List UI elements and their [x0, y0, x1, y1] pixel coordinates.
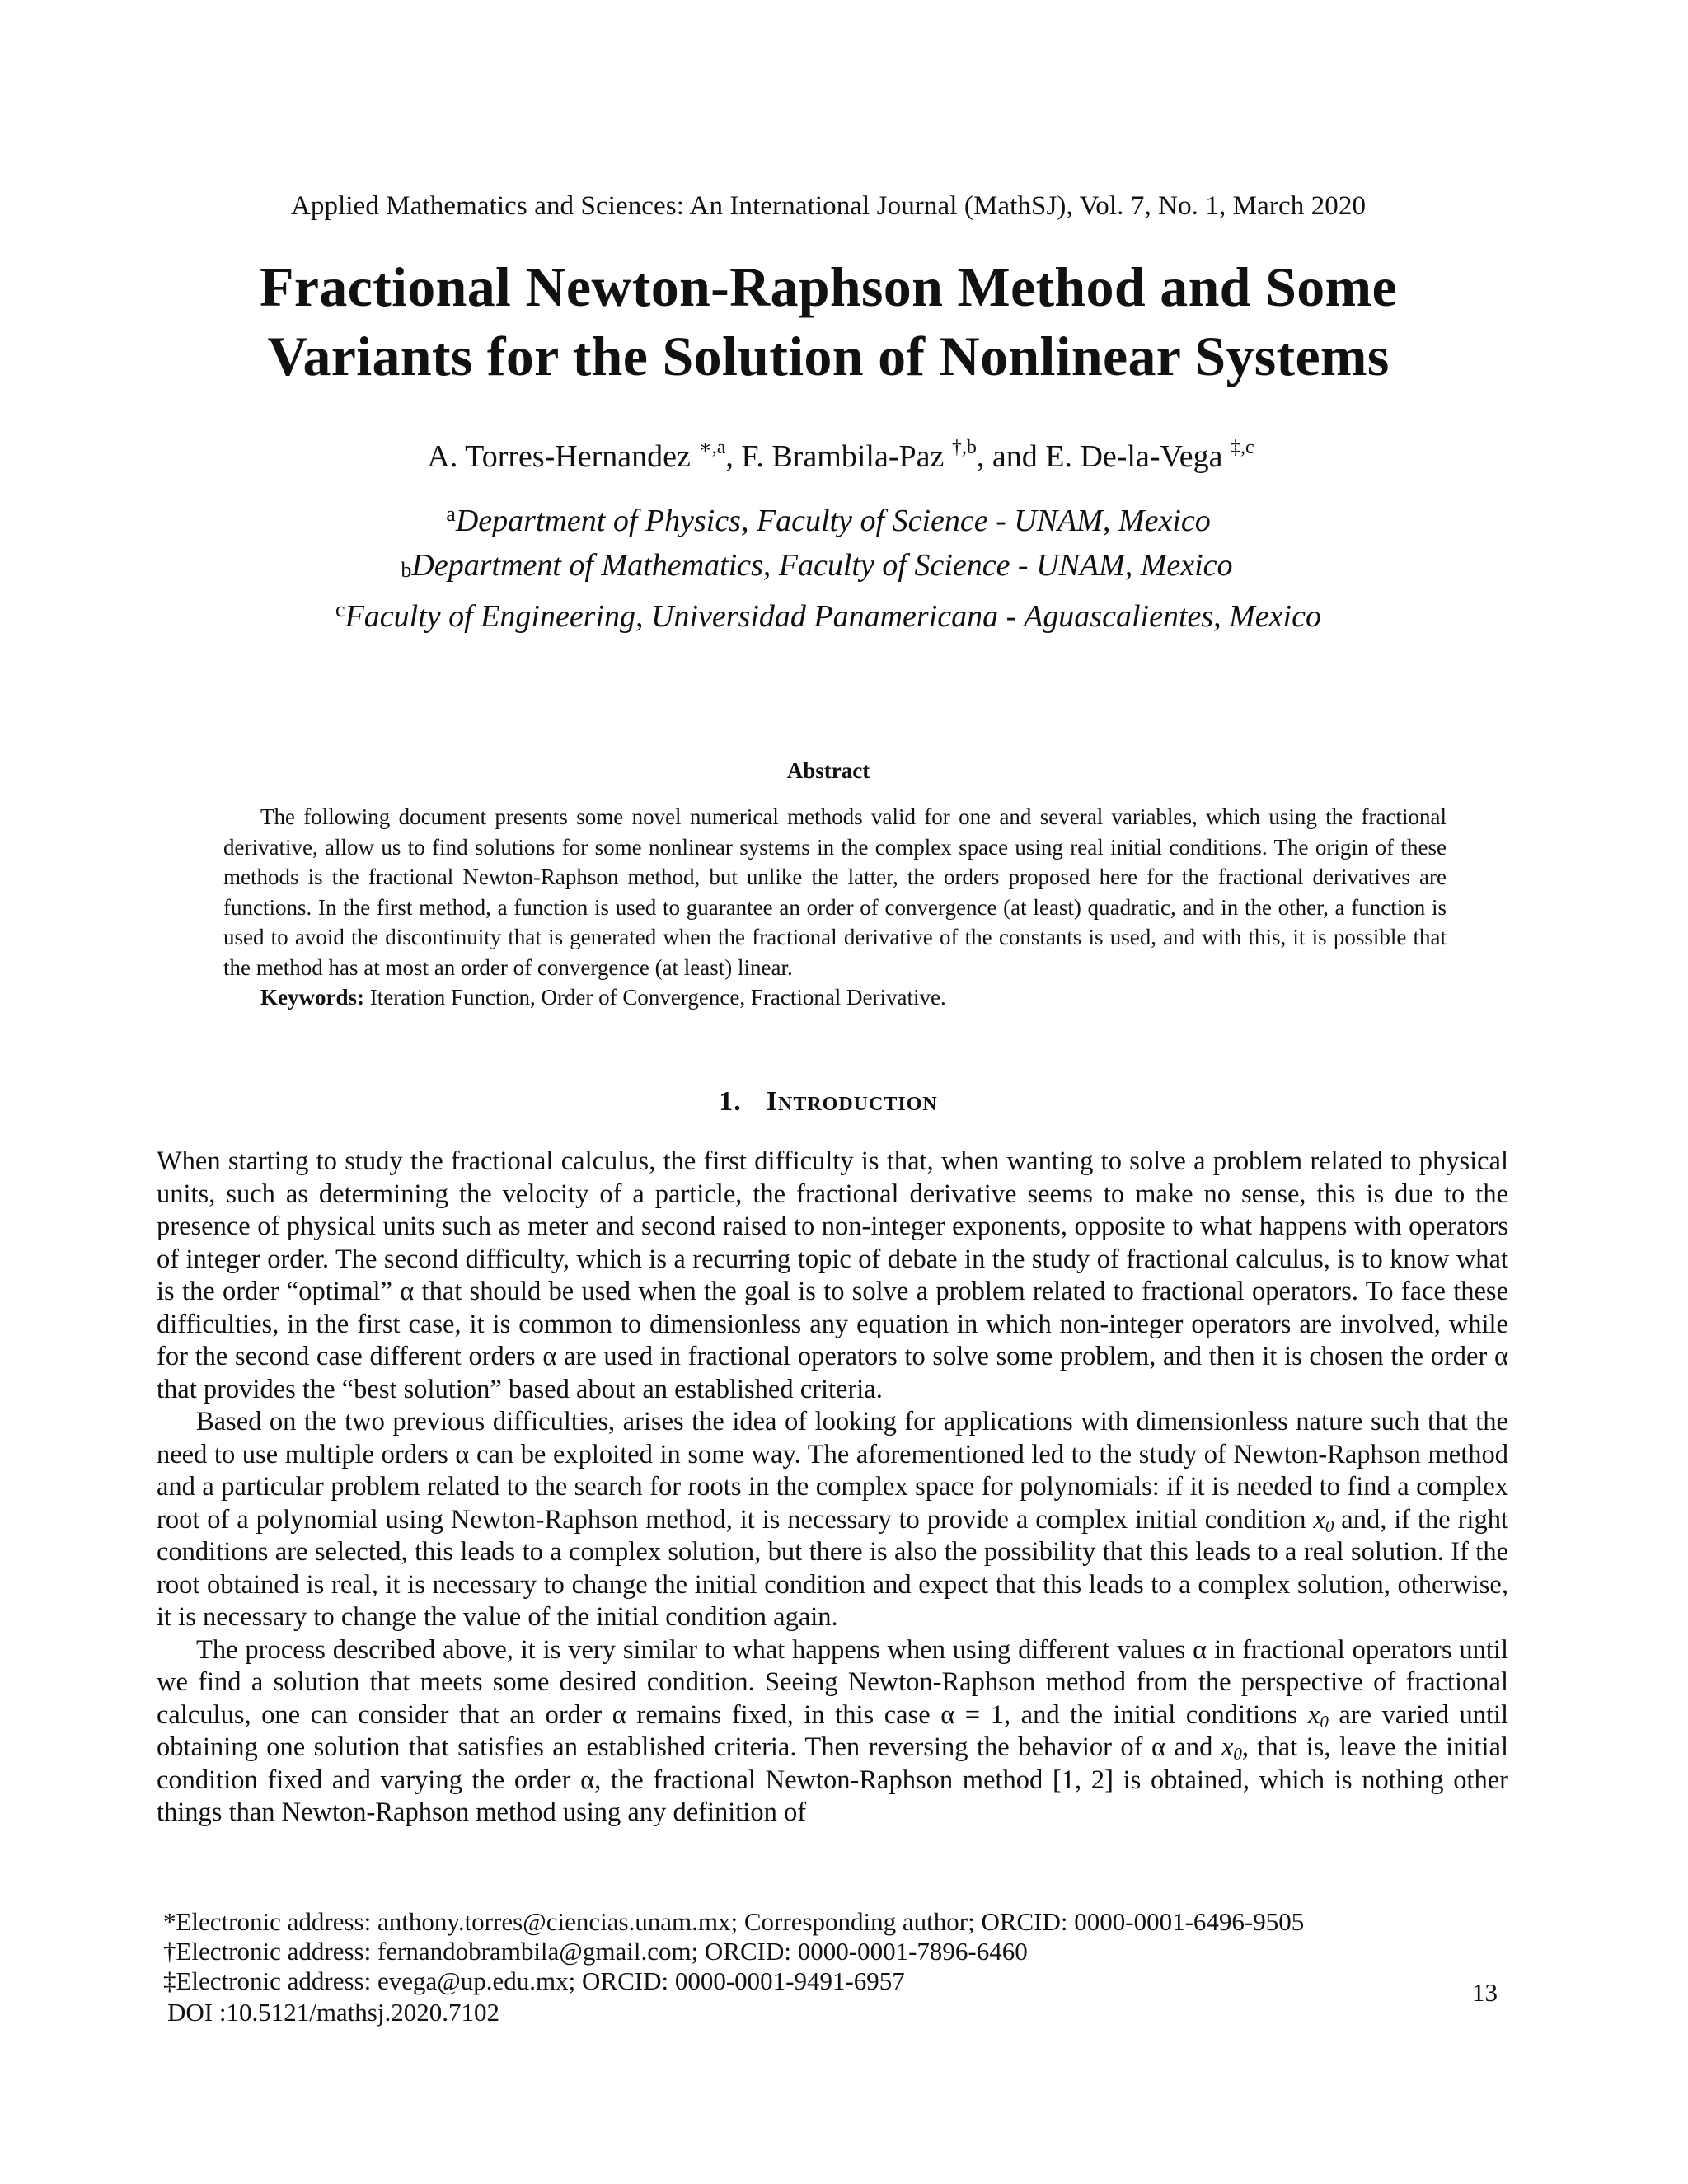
section-title: Introduction	[766, 1086, 938, 1117]
affiliation-b	[0, 547, 1645, 583]
keywords	[223, 982, 1447, 1013]
math-x0: $x_0$	[1313, 1504, 1334, 1536]
affiliation-mark: a	[446, 502, 456, 526]
affiliation-mark: c	[335, 598, 345, 621]
author-mark: †,b	[951, 437, 977, 458]
abstract-heading: Abstract	[786, 758, 870, 783]
affiliation-text: Department of Physics, Faculty of Science - UNAM, Mexico	[455, 504, 1211, 538]
doi: DOI :10.5121/mathsj.2020.7102	[167, 1998, 499, 2027]
section-number: 1.	[719, 1086, 742, 1117]
body-text	[157, 1146, 1508, 1830]
footnote-3: ‡Electronic address: evega@up.edu.mx; ORCID: 0000-0001-9491-6957	[163, 1966, 905, 1995]
body-paragraph-1: When starting to study the fractional calculus, the first difficulty is that, when wanting to solve a problem related to physical units, such as determining the velocity of a particle, the fractional derivative seems to make no sense, this is due to the presence of physical units such as meter and second raised to non-integer exponents, opposite to what happens with operators of integer order. The second difficulty, which is a recurring topic of debate in the study of fractional calculus, is to know what is the order “optimal” α that should be used when the goal is to solve a problem related to fractional operators. To face these difficulties, in the first case, it is common to dimensionless any equation in which non-integer operators are involved, while for the second case different orders α are used in fractional operators to solve some problem, and then it is chosen the order α that provides the “best solution” based about an established criteria.	[157, 1146, 1508, 1404]
author-name: A. Torres-Hernandez	[427, 439, 691, 474]
title-line-2: Variants for the Solution of Nonlinear Systems	[267, 325, 1390, 387]
author-name: F. Brambila-Paz	[741, 439, 945, 474]
title-line-1: Fractional Newton-Raphson Method and Some	[260, 255, 1397, 318]
page-number: 13	[1472, 1978, 1498, 2007]
author-separator: , and	[976, 439, 1046, 474]
keywords-list: Iteration Function, Order of Convergence, Fractional Derivative.	[369, 985, 946, 1010]
author-mark: ‡,c	[1230, 437, 1254, 458]
body-paragraph-2: Based on the two previous difficulties, arises the idea of looking for applications with dimensionless nature such that the need to use multiple orders α can be exploited in some way. The aforementioned led to the study of Newton-Raphson method and a particular problem related to the search for roots in the complex space for polynomials: if it is needed to find a complex root of a polynomial using Newton-Raphson method, it is necessary to provide a complex initial condition $x_0$ and, if the right conditions are selected, this leads to a complex solution, but there is also the possibility that this leads to a real solution. If the root obtained is real, it is necessary to change the initial condition and expect that this leads to a complex solution, otherwise, it is necessary to change the value of the initial condition again.	[157, 1407, 1508, 1632]
journal-header: Applied Mathematics and Sciences: An International Journal (MathSJ), Vol. 7, No. 1, March 2020	[290, 191, 1367, 221]
affiliation-text: Department of Mathematics, Faculty of Science - UNAM, Mexico	[411, 548, 1233, 583]
paper-title	[0, 252, 1657, 391]
body-paragraph-3: The process described above, it is very similar to what happens when using different values α in fractional operators until we find a solution that meets some desired condition. Seeing Newton-Raphson method from the perspective of fractional calculus, one can consider that an order α remains fixed, in this case α = 1, and the initial conditions $x_0$ are varied until obtaining one solution that satisfies an established criteria. Then reversing the behavior of α and $x_0$, that is, leave the initial condition fixed and varying the order α, the fractional Newton-Raphson method [1, 2] is obtained, which is nothing other things than Newton-Raphson method using any definition of	[157, 1634, 1509, 1827]
footnote-2: †Electronic address: fernandobrambila@gmail.com; ORCID: 0000-0001-7896-6460	[163, 1937, 1028, 1966]
section-heading	[0, 1086, 1657, 1118]
author-list	[0, 438, 1681, 475]
affiliation-a	[0, 503, 1657, 539]
math-x0: $x_0$	[1221, 1732, 1242, 1764]
author-mark: ∗,a	[698, 437, 726, 458]
affiliation-text: Faculty of Engineering, Universidad Panamericana - Aguascalientes, Mexico	[345, 599, 1321, 634]
author-separator: ,	[725, 439, 742, 474]
author-name: E. De-la-Vega	[1045, 439, 1223, 474]
abstract-body	[223, 802, 1447, 1013]
abstract-paragraph: The following document presents some novel numerical methods valid for one and several variables, which using the fractional derivative, allow us to find solutions for some nonlinear systems in the complex space using real initial conditions. The origin of these methods is the fractional Newton-Raphson method, but unlike the latter, the orders proposed here for the fractional derivatives are functions. In the first method, a function is used to guarantee an order of convergence (at least) quadratic, and in the other, a function is used to avoid the discontinuity that is generated when the fractional derivative of the constants is used, and with this, it is possible that the method has at most an order of convergence (at least) linear.	[223, 804, 1447, 980]
footnote-1: *Electronic address: anthony.torres@ciencias.unam.mx; Corresponding author; ORCID: 0000-0001-6496-9505	[163, 1907, 1305, 1936]
affiliation-mark: b	[401, 558, 412, 582]
math-x0: $x_0$	[1307, 1699, 1329, 1732]
keywords-label: Keywords:	[260, 985, 364, 1010]
affiliation-c	[0, 598, 1657, 635]
